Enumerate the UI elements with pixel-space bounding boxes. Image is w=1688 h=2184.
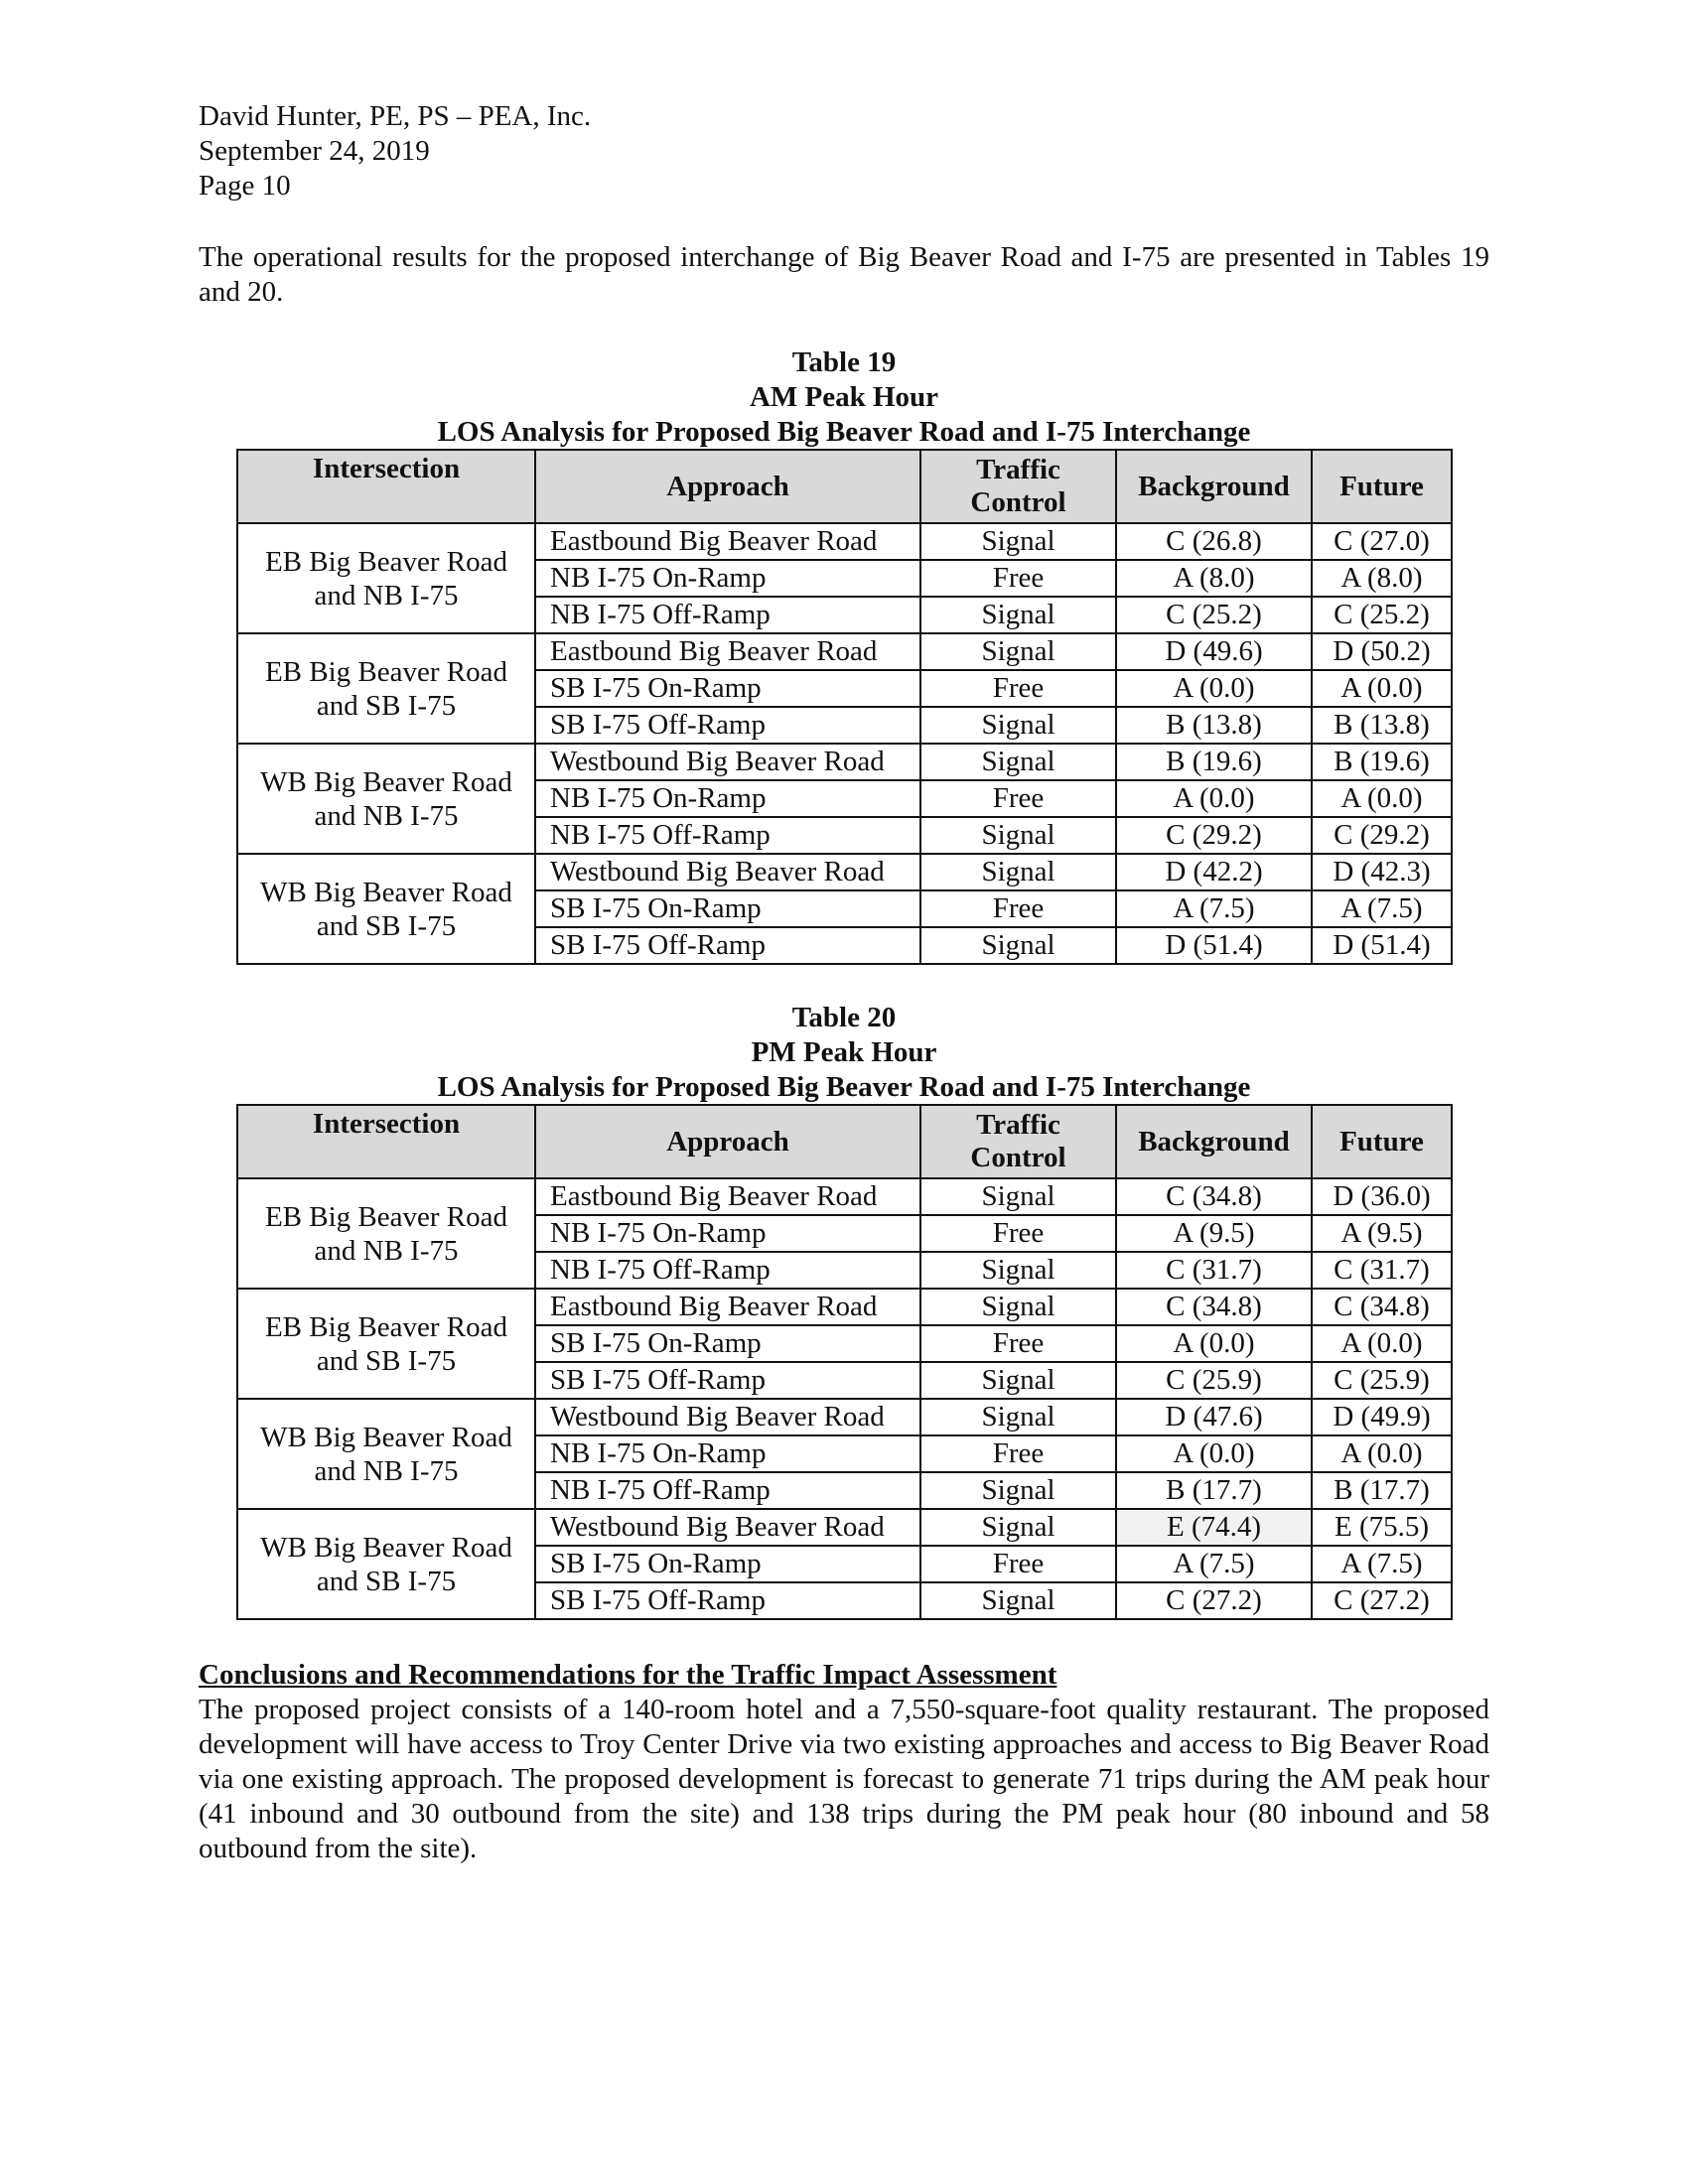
traffic-control-cell: Signal	[920, 1289, 1116, 1325]
background-los-cell: C (29.2)	[1116, 817, 1312, 854]
intersection-line1: WB Big Beaver Road	[260, 765, 512, 798]
traffic-control-cell: Signal	[920, 817, 1116, 854]
future-los-cell: C (34.8)	[1312, 1289, 1452, 1325]
future-los-cell: B (13.8)	[1312, 707, 1452, 744]
intersection-cell	[237, 1509, 535, 1619]
table-row	[237, 854, 1452, 890]
intersection-line1: WB Big Beaver Road	[260, 876, 512, 908]
background-los-cell: D (49.6)	[1116, 633, 1312, 670]
approach-cell: NB I-75 On-Ramp	[535, 1435, 920, 1472]
background-los-cell: A (7.5)	[1116, 1546, 1312, 1582]
background-los-cell: D (51.4)	[1116, 927, 1312, 964]
future-los-cell: D (42.3)	[1312, 854, 1452, 890]
intersection-cell	[237, 633, 535, 744]
background-los-cell: B (19.6)	[1116, 744, 1312, 780]
table-row	[237, 1178, 1452, 1215]
intersection-line2: and NB I-75	[314, 1234, 459, 1267]
future-los-cell: A (0.0)	[1312, 780, 1452, 817]
approach-cell: NB I-75 Off-Ramp	[535, 597, 920, 633]
header-page-number: Page 10	[199, 170, 291, 202]
table-19-number: Table 19	[791, 346, 897, 378]
column-header-future: Future	[1312, 1105, 1452, 1178]
future-los-cell: C (25.2)	[1312, 597, 1452, 633]
table-20-number: Table 20	[791, 1002, 897, 1033]
intersection-cell	[237, 523, 535, 633]
background-los-cell: A (0.0)	[1116, 1325, 1312, 1362]
background-los-cell: B (17.7)	[1116, 1472, 1312, 1509]
column-header-intersection: Intersection	[237, 450, 535, 523]
conclusions-paragraph: The proposed project consists of a 140-room hotel and a 7,550-square-foot quality restaurant. The proposed development will have access to Troy Center Drive via two existing approaches and access to Big Beaver Road via one existing approach. The proposed development is forecast to generate 71 trips during the AM peak hour (41 inbound and 30 outbound from the site) and 138 trips during the PM peak hour (80 inbound and 58 outbound from the site).	[199, 1694, 1489, 1864]
intersection-line2: and SB I-75	[316, 689, 457, 722]
table-19-caption	[0, 345, 1688, 450]
traffic-control-cell: Free	[920, 1546, 1116, 1582]
future-los-cell: A (0.0)	[1312, 1435, 1452, 1472]
conclusions-heading: Conclusions and Recommendations for the Traffic Impact Assessment	[199, 1659, 1057, 1691]
approach-cell: SB I-75 On-Ramp	[535, 670, 920, 707]
intersection-line1: WB Big Beaver Road	[260, 1531, 512, 1564]
background-los-cell: C (34.8)	[1116, 1289, 1312, 1325]
intersection-line1: EB Big Beaver Road	[264, 1310, 508, 1343]
future-los-cell: A (0.0)	[1312, 670, 1452, 707]
approach-cell: SB I-75 Off-Ramp	[535, 927, 920, 964]
column-header-traffic-control	[920, 450, 1116, 523]
traffic-control-cell: Signal	[920, 597, 1116, 633]
future-los-cell: C (27.0)	[1312, 523, 1452, 560]
table-19-period: AM Peak Hour	[749, 381, 939, 413]
traffic-control-cell: Signal	[920, 854, 1116, 890]
approach-cell: Eastbound Big Beaver Road	[535, 523, 920, 560]
background-los-cell: A (8.0)	[1116, 560, 1312, 597]
intersection-line1: WB Big Beaver Road	[260, 1421, 512, 1453]
intersection-cell	[237, 744, 535, 854]
intersection-line2: and NB I-75	[314, 579, 459, 612]
approach-cell: SB I-75 On-Ramp	[535, 890, 920, 927]
approach-cell: Westbound Big Beaver Road	[535, 1399, 920, 1435]
approach-cell: SB I-75 On-Ramp	[535, 1546, 920, 1582]
background-los-cell: C (27.2)	[1116, 1582, 1312, 1619]
intersection-cell	[237, 1399, 535, 1509]
background-los-cell: C (25.2)	[1116, 597, 1312, 633]
column-header-future: Future	[1312, 450, 1452, 523]
future-los-cell: C (27.2)	[1312, 1582, 1452, 1619]
column-header-traffic-control-line1: Traffic	[976, 454, 1060, 485]
future-los-cell: D (51.4)	[1312, 927, 1452, 964]
approach-cell: Westbound Big Beaver Road	[535, 744, 920, 780]
traffic-control-cell: Free	[920, 1325, 1116, 1362]
traffic-control-cell: Signal	[920, 1252, 1116, 1289]
approach-cell: Eastbound Big Beaver Road	[535, 1289, 920, 1325]
traffic-control-cell: Signal	[920, 1582, 1116, 1619]
approach-cell: Eastbound Big Beaver Road	[535, 633, 920, 670]
future-los-cell: A (9.5)	[1312, 1215, 1452, 1252]
traffic-control-cell: Signal	[920, 1399, 1116, 1435]
approach-cell: SB I-75 Off-Ramp	[535, 1582, 920, 1619]
future-los-cell: E (75.5)	[1312, 1509, 1452, 1546]
traffic-control-cell: Free	[920, 780, 1116, 817]
table-19-title: LOS Analysis for Proposed Big Beaver Road and I-75 Interchange	[437, 416, 1251, 448]
background-los-cell: D (42.2)	[1116, 854, 1312, 890]
table-row	[237, 1399, 1452, 1435]
background-los-cell: A (9.5)	[1116, 1215, 1312, 1252]
approach-cell: NB I-75 Off-Ramp	[535, 817, 920, 854]
table-20-title: LOS Analysis for Proposed Big Beaver Road and I-75 Interchange	[437, 1071, 1251, 1103]
background-los-cell: C (25.9)	[1116, 1362, 1312, 1399]
traffic-control-cell: Signal	[920, 927, 1116, 964]
future-los-cell: A (7.5)	[1312, 890, 1452, 927]
approach-cell: Eastbound Big Beaver Road	[535, 1178, 920, 1215]
future-los-cell: C (25.9)	[1312, 1362, 1452, 1399]
column-header-background: Background	[1116, 1105, 1312, 1178]
approach-cell: SB I-75 Off-Ramp	[535, 707, 920, 744]
traffic-control-cell: Signal	[920, 1509, 1116, 1546]
future-los-cell: C (31.7)	[1312, 1252, 1452, 1289]
future-los-cell: A (8.0)	[1312, 560, 1452, 597]
intersection-line1: EB Big Beaver Road	[264, 1200, 508, 1233]
future-los-cell: B (19.6)	[1312, 744, 1452, 780]
future-los-cell: B (17.7)	[1312, 1472, 1452, 1509]
future-los-cell: A (0.0)	[1312, 1325, 1452, 1362]
background-los-cell: D (47.6)	[1116, 1399, 1312, 1435]
traffic-control-cell: Free	[920, 560, 1116, 597]
column-header-traffic-control	[920, 1105, 1116, 1178]
background-los-cell: A (0.0)	[1116, 780, 1312, 817]
header-date: September 24, 2019	[199, 135, 430, 167]
column-header-traffic-control-line1: Traffic	[976, 1109, 1060, 1141]
future-los-cell: D (50.2)	[1312, 633, 1452, 670]
intersection-cell	[237, 854, 535, 964]
background-los-cell: A (7.5)	[1116, 890, 1312, 927]
approach-cell: SB I-75 On-Ramp	[535, 1325, 920, 1362]
column-header-traffic-control-line2: Control	[970, 486, 1066, 518]
approach-cell: NB I-75 On-Ramp	[535, 1215, 920, 1252]
traffic-control-cell: Signal	[920, 1178, 1116, 1215]
intersection-line2: and SB I-75	[316, 909, 457, 942]
approach-cell: NB I-75 Off-Ramp	[535, 1472, 920, 1509]
column-header-approach: Approach	[535, 450, 920, 523]
column-header-traffic-control-line2: Control	[970, 1142, 1066, 1173]
table-header-row	[237, 450, 1452, 523]
intersection-line2: and SB I-75	[316, 1565, 457, 1597]
future-los-cell: D (36.0)	[1312, 1178, 1452, 1215]
traffic-control-cell: Free	[920, 1435, 1116, 1472]
traffic-control-cell: Free	[920, 890, 1116, 927]
background-los-cell: C (34.8)	[1116, 1178, 1312, 1215]
background-los-cell: A (0.0)	[1116, 670, 1312, 707]
traffic-control-cell: Free	[920, 1215, 1116, 1252]
future-los-cell: D (49.9)	[1312, 1399, 1452, 1435]
column-header-intersection: Intersection	[237, 1105, 535, 1178]
table-19	[236, 449, 1453, 965]
intro-paragraph: The operational results for the proposed interchange of Big Beaver Road and I-75 are presented in Tables 19 and 20.	[199, 241, 1489, 308]
approach-cell: NB I-75 On-Ramp	[535, 780, 920, 817]
future-los-cell: C (29.2)	[1312, 817, 1452, 854]
intersection-line2: and NB I-75	[314, 799, 459, 832]
table-row	[237, 1289, 1452, 1325]
approach-cell: Westbound Big Beaver Road	[535, 1509, 920, 1546]
traffic-control-cell: Free	[920, 670, 1116, 707]
traffic-control-cell: Signal	[920, 707, 1116, 744]
approach-cell: NB I-75 Off-Ramp	[535, 1252, 920, 1289]
table-20-period: PM Peak Hour	[751, 1036, 937, 1068]
table-20	[236, 1104, 1453, 1620]
table-header-row	[237, 1105, 1452, 1178]
approach-cell: Westbound Big Beaver Road	[535, 854, 920, 890]
traffic-control-cell: Signal	[920, 1472, 1116, 1509]
intersection-line2: and SB I-75	[316, 1344, 457, 1377]
traffic-control-cell: Signal	[920, 744, 1116, 780]
intersection-line1: EB Big Beaver Road	[264, 545, 508, 578]
letter-header	[199, 99, 591, 204]
intersection-line1: EB Big Beaver Road	[264, 655, 508, 688]
table-row	[237, 744, 1452, 780]
table-20-caption	[0, 1001, 1688, 1105]
table-row	[237, 523, 1452, 560]
header-author: David Hunter, PE, PS – PEA, Inc.	[199, 100, 592, 132]
background-los-cell: A (0.0)	[1116, 1435, 1312, 1472]
traffic-control-cell: Signal	[920, 523, 1116, 560]
approach-cell: NB I-75 On-Ramp	[535, 560, 920, 597]
intersection-cell	[237, 1289, 535, 1399]
approach-cell: SB I-75 Off-Ramp	[535, 1362, 920, 1399]
traffic-control-cell: Signal	[920, 1362, 1116, 1399]
background-los-cell: E (74.4)	[1116, 1509, 1312, 1546]
column-header-background: Background	[1116, 450, 1312, 523]
background-los-cell: B (13.8)	[1116, 707, 1312, 744]
future-los-cell: A (7.5)	[1312, 1546, 1452, 1582]
table-row	[237, 633, 1452, 670]
table-row	[237, 1509, 1452, 1546]
background-los-cell: C (31.7)	[1116, 1252, 1312, 1289]
traffic-control-cell: Signal	[920, 633, 1116, 670]
column-header-approach: Approach	[535, 1105, 920, 1178]
background-los-cell: C (26.8)	[1116, 523, 1312, 560]
intersection-line2: and NB I-75	[314, 1454, 459, 1487]
intersection-cell	[237, 1178, 535, 1289]
